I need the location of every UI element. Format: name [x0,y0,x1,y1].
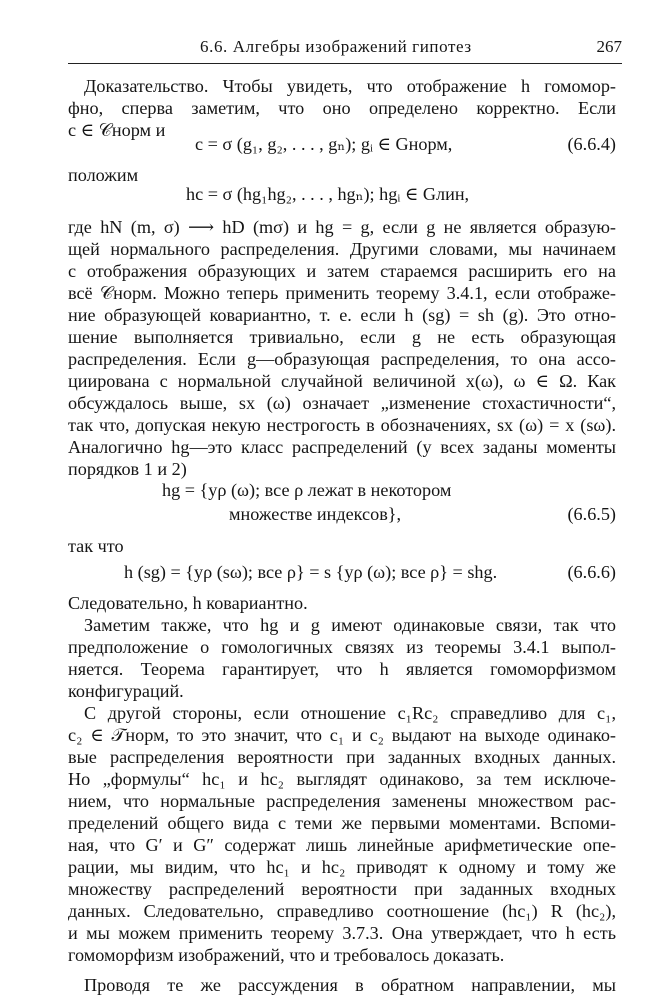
text-line: щей нормального распределения. Другими словами, мы начинаем [68,239,616,259]
text-line: шение выполняется тривиально, если g не есть образующая [68,327,616,347]
equation-number: (6.6.6) [567,562,616,582]
text-line: множеству распределений вероятности при заданных входных [68,879,616,899]
text-line: Но „формулы“ hc₁ и hc₂ выглядят одинаково, за тем исключе- [68,769,616,789]
text-line: обсуждалось выше, sx (ω) означает „изменение стохастичности“, [68,393,616,413]
header-rule [68,63,622,64]
text-line: всё 𝒞норм. Можно теперь применить теорему 3.4.1, если отображе- [68,283,616,303]
text-line: пределений общего вида с теми же первыми моментами. Вспоми- [68,813,616,833]
text-line: рации, мы видим, что hc₁ и hc₂ приводят к одному и тому же [68,857,616,877]
equation-6-6-6: h (sg) = {yρ (sω); все ρ} = s {yρ (ω); все ρ} = shg. [124,562,498,582]
equation-6-6-5-line-2: множестве индексов}, [229,504,402,524]
text-line: ние образующей ковариантно, т. е. если h (sg) = sh (g). Это отно- [68,305,616,325]
text-line: так что, допуская некую нестрогость в обозначениях, sx (ω) = x (sω). [68,415,616,435]
equation-hc: hc = σ (hg₁hg₂, . . . , hgₙ); hgᵢ ∈ Gлин, [186,184,470,204]
text-line: распределения. Если g—образующая распределения, то она ассо- [68,349,616,369]
equation-number: (6.6.4) [567,134,616,154]
page-number: 267 [596,37,622,56]
text-line: c ∈ 𝒞норм и [68,120,166,140]
text-line: где hN (m, σ) ⟶ hD (mσ) и hg = g, если g не является образую- [68,217,616,237]
text-line: Следовательно, h ковариантно. [68,593,308,613]
text-line: предположение о гомологичных связях из теоремы 3.4.1 выпол- [68,637,616,657]
running-header [68,37,622,63]
text-line: гомоморфизм изображений, что и требовалось доказать. [68,945,505,965]
text-line: порядков 1 и 2) [68,459,187,479]
text-line: так что [68,536,124,556]
text-line: Аналогично hg—это класс распределений (у всех заданы моменты [68,437,616,457]
text-line: С другой стороны, если отношение c₁Rc₂ справедливо для c₁, [84,703,616,723]
equation-6-6-4: c = σ (g₁, g₂, . . . , gₙ); gᵢ ∈ Gнорм, [195,134,453,154]
text-line: нием, что нормальные распределения заменены множеством рас- [68,791,616,811]
text-line: Доказательство. Чтобы увидеть, что отображение h гомомор- [84,76,616,96]
text-line: Проводя те же рассуждения в обратном направлении, мы [84,975,616,995]
equation-number: (6.6.5) [567,504,616,524]
text-line: няется. Теорема гарантирует, что h является гомоморфизмом [68,659,616,679]
text-line: ная, что G′ и G″ содержат лишь линейные арифметические опе- [68,835,616,855]
text-line: с отображения образующих и затем стараемся расширить его на [68,261,616,281]
text-line: Заметим также, что hg и g имеют одинаковые связи, так что [84,615,616,635]
section-title: 6.6. Алгебры изображений гипотез [200,37,472,56]
text-line: фно, сперва заметим, что оно определено корректно. Если [68,98,616,118]
equation-6-6-5-line-1: hg = {yρ (ω); все ρ лежат в некотором [162,480,452,500]
text-line: конфигураций. [68,681,184,701]
text-line: данных. Следовательно, справедливо соотношение (hc₁) R (hc₂), [68,901,616,921]
text-line: c₂ ∈ 𝒯норм, то это значит, что c₁ и c₂ выдают на выходе одинако- [68,725,616,745]
text-line: и мы можем применить теорему 3.7.3. Она утверждает, что h есть [68,923,616,943]
text-line: положим [68,165,139,185]
text-line: циирована с нормальной случайной величиной x(ω), ω ∈ Ω. Как [68,371,616,391]
text-line: вые распределения вероятности при заданных входных данных. [68,747,616,767]
